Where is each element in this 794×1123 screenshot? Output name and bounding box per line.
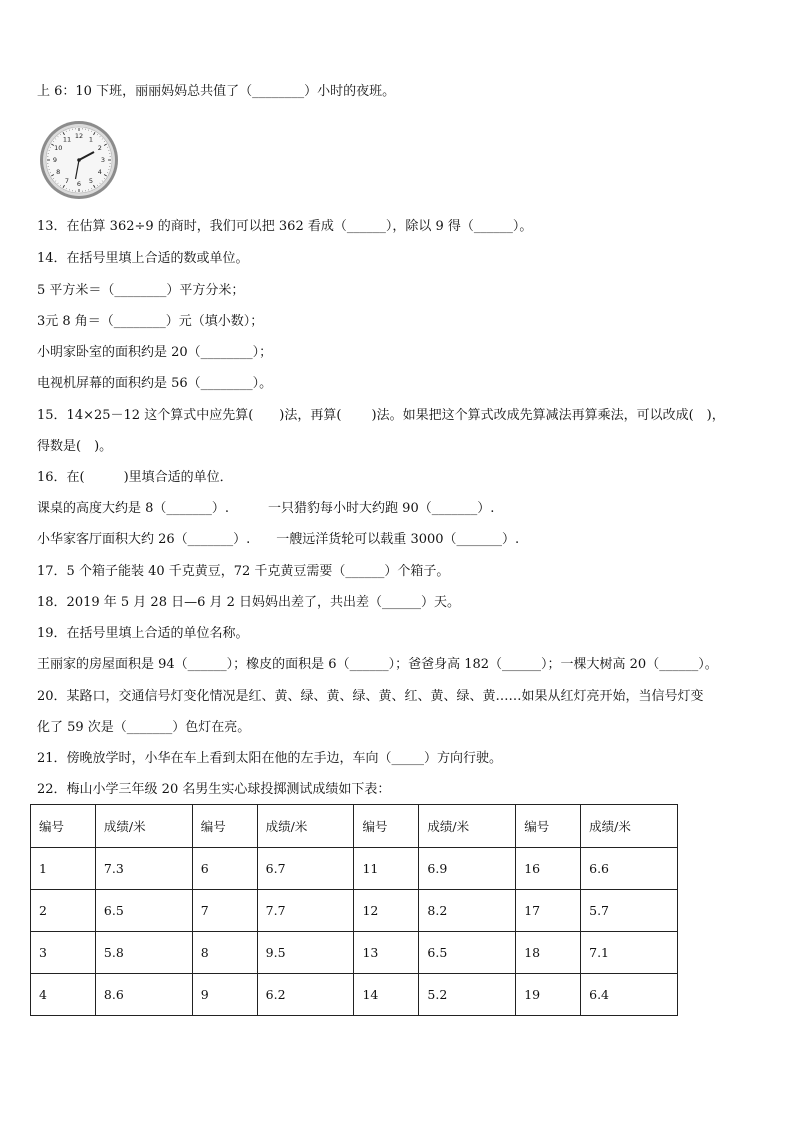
- table-header-cell: 编号: [354, 805, 419, 848]
- table-cell: 8: [192, 932, 257, 974]
- table-cell: 6: [192, 848, 257, 890]
- table-header-cell: 成绩/米: [95, 805, 192, 848]
- table-cell: 6.2: [257, 974, 354, 1016]
- table-header-cell: 编号: [31, 805, 96, 848]
- table-cell: 14: [354, 974, 419, 1016]
- table-cell: 5.8: [95, 932, 192, 974]
- table-cell: 9: [192, 974, 257, 1016]
- table-cell: 3: [31, 932, 96, 974]
- table-row: [31, 848, 678, 890]
- line-night-shift: 上 6：10 下班，丽丽妈妈总共值了（________）小时的夜班。: [37, 84, 396, 99]
- q19-items: 王丽家的房屋面积是 94（______）；橡皮的面积是 6（______）；爸爸身高 182（______）；一棵大树高 20（______）。: [37, 657, 718, 672]
- table-header-row: [31, 805, 678, 848]
- question-17: 17．5 个箱子能装 40 千克黄豆，72 千克黄豆需要（______）个箱子。: [37, 564, 450, 579]
- table-cell: 6.5: [95, 890, 192, 932]
- table-cell: 11: [354, 848, 419, 890]
- table-header-cell: 编号: [516, 805, 581, 848]
- clock-numeral: 2: [97, 144, 102, 153]
- table-cell: 6.5: [419, 932, 516, 974]
- clock-numeral: 1: [88, 135, 94, 144]
- table-header-cell: 编号: [192, 805, 257, 848]
- question-20: 20．某路口，交通信号灯变化情况是红、黄、绿、黄、绿、黄、红、黄、绿、黄……如果从红灯亮开始，当信号灯变: [37, 689, 704, 704]
- table-cell: 5.7: [581, 890, 678, 932]
- question-14: 14．在括号里填上合适的数或单位。: [37, 251, 249, 266]
- clock-numeral: 5: [88, 176, 94, 185]
- question-16: 16．在( )里填合适的单位．: [37, 470, 233, 485]
- table-header-cell: 成绩/米: [257, 805, 354, 848]
- q14-item-1: 5 平方米＝（________）平方分米；: [37, 283, 245, 298]
- table-cell: 1: [31, 848, 96, 890]
- table-row: [31, 974, 678, 1016]
- table-cell: 8.6: [95, 974, 192, 1016]
- clock-numeral: 4: [97, 168, 102, 177]
- table-cell: 17: [516, 890, 581, 932]
- table-cell: 2: [31, 890, 96, 932]
- table-cell: 12: [354, 890, 419, 932]
- clock-numeral: 6: [76, 180, 82, 189]
- clock-numeral: 10: [54, 144, 63, 153]
- table-cell: 8.2: [419, 890, 516, 932]
- clock-center: [77, 158, 81, 162]
- table-cell: 5.2: [419, 974, 516, 1016]
- question-15-cont: 得数是( )。: [37, 439, 113, 454]
- table-cell: 7.1: [581, 932, 678, 974]
- table-cell: 4: [31, 974, 96, 1016]
- table-cell: 19: [516, 974, 581, 1016]
- clock-numeral: 3: [100, 156, 106, 165]
- question-22: 22．梅山小学三年级 20 名男生实心球投掷测试成绩如下表：: [37, 782, 391, 797]
- table-header-cell: 成绩/米: [419, 805, 516, 848]
- clock-numeral: 11: [62, 135, 72, 144]
- table-cell: 6.7: [257, 848, 354, 890]
- table-cell: 6.6: [581, 848, 678, 890]
- question-21: 21．傍晚放学时，小华在车上看到太阳在他的左手边，车向（_____）方向行驶。: [37, 751, 503, 766]
- clock-numeral: 8: [56, 168, 61, 177]
- q16-row-2: 小华家客厅面积大约 26（_______）. 一艘远洋货轮可以载重 3000（_______）.: [37, 532, 520, 547]
- table-cell: 6.4: [581, 974, 678, 1016]
- table-cell: 18: [516, 932, 581, 974]
- table-cell: 7.3: [95, 848, 192, 890]
- score-table: [30, 804, 678, 1016]
- table-row: [31, 932, 678, 974]
- q16-row-1: 课桌的高度大约是 8（_______）. 一只猎豹每小时大约跑 90（_______）.: [37, 501, 495, 516]
- table-cell: 16: [516, 848, 581, 890]
- question-13: 13．在估算 362÷9 的商时，我们可以把 362 看成（______），除以 9 得（______）。: [37, 219, 533, 234]
- table-header-cell: 成绩/米: [581, 805, 678, 848]
- table-row: [31, 890, 678, 932]
- table-cell: 6.9: [419, 848, 516, 890]
- q14-item-4: 电视机屏幕的面积约是 56（________）。: [37, 376, 273, 391]
- q14-item-2: 3元 8 角＝（________）元（填小数）；: [37, 314, 264, 329]
- q14-item-3: 小明家卧室的面积约是 20（________）；: [37, 345, 273, 360]
- question-15: 15．14×25－12 这个算式中应先算( )法，再算( )法。如果把这个算式改成先算减法再算乘法，可以改成( )，: [37, 408, 725, 423]
- question-18: 18．2019 年 5 月 28 日—6 月 2 日妈妈出差了，共出差（______）天。: [37, 595, 461, 610]
- clock-icon: [38, 119, 120, 201]
- table-cell: 7: [192, 890, 257, 932]
- clock-numeral: 7: [64, 176, 70, 185]
- question-19: 19．在括号里填上合适的单位名称。: [37, 626, 249, 641]
- clock-numeral: 9: [52, 156, 58, 165]
- table-cell: 7.7: [257, 890, 354, 932]
- table-cell: 9.5: [257, 932, 354, 974]
- table-cell: 13: [354, 932, 419, 974]
- clock-numeral: 12: [74, 132, 84, 141]
- question-20-cont: 化了 59 次是（_______）色灯在亮。: [37, 720, 251, 735]
